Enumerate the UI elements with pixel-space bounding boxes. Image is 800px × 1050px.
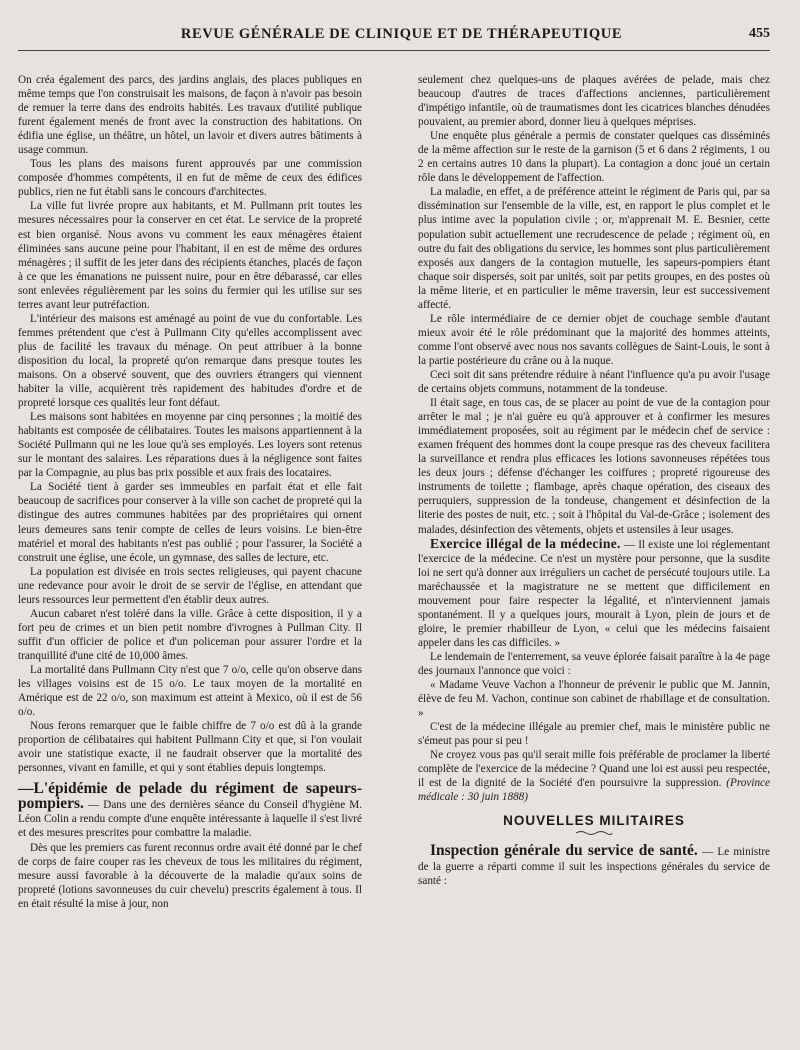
left-column xyxy=(18,73,362,1040)
paragraph: Le rôle intermédiaire de ce dernier objet de couchage semble d'autant mieux avoir été le rôle prédominant que la majorité des hommes atteints, comme l'ont observé avec nous nos savants collègues de Saint-Louis, le sont à la partie postérieure du crâne ou à la nuque. xyxy=(418,312,770,367)
journal-title: REVUE GÉNÉRALE DE CLINIQUE ET DE THÉRAPEUTIQUE xyxy=(180,25,623,42)
paragraph: C'est de la médecine illégale au premier chef, mais le ministère public ne s'émeut pas pour si peu ! xyxy=(418,721,770,748)
article-text: — Le ministre de la guerre a réparti comme il suit les inspections générales du service de santé : xyxy=(418,846,771,887)
paragraph: Dès que les premiers cas furent reconnus ordre avait été donné par le chef de corps de faire couper ras les cheveux de tous les militaires du régiment, mesure aussi favorable à la découverte de la maladie qu'aux soins de propreté (lotions savonneuses du cuir chevelu) prescrits également à tous. Il en était résulté la mise à jour, non xyxy=(18,841,362,910)
article-heading: Inspection générale du service de santé. xyxy=(430,842,698,860)
article-pelade xyxy=(18,782,362,840)
paragraph: Ceci soit dit sans prétendre réduire à néant l'influence qu'a pu avoir l'usage de certains objets communs, notamment de la tondeuse. xyxy=(418,368,770,396)
paragraph: La maladie, en effet, a de préférence atteint le régiment de Paris qui, par sa dissémination sur l'ensemble de la ville, est, en rapport le plus complet et le plus intime avec la population civile ; or, m'apprenait M. E. Besnier, cette population subit actuellement une recrudescence de pelade ; régiment où, en outre du fait des obligations du service, les hommes sont plus particulièrement exposés aux dangers de la contagion mutuelle, les sapeurs-pompiers étant chaque soir dispersés, soit par unités, soit par petits groupes, en des postes où la même literie, et en particulier le même traversin, leur est successivement affecté. xyxy=(418,186,770,311)
paragraph: seulement chez quelques-uns de plaques avérées de pelade, mais chez beaucoup d'autres de traces d'affections anciennes, particulièrement d'impétigo infantile, où de traumatismes dont les cicatrices blanches dénudées pouvaient, au premier abord, donner lieu à quelques méprises. xyxy=(418,74,770,129)
page-number: 455 xyxy=(749,26,770,41)
paragraph: Aucun cabaret n'est toléré dans la ville. Grâce à cette disposition, il y a fort peu de crimes et un bien petit nombre d'ivrognes à Pullman City. Il suffit d'un officier de police et d'un policeman pour assurer l'ordre et la tranquillité d'une cité de 10,000 âmes. xyxy=(18,607,362,662)
ornament-icon xyxy=(574,830,614,836)
header-rule xyxy=(18,50,770,51)
paragraph: On créa également des parcs, des jardins anglais, des places publiques en même temps que l'on construisait les maisons, de façon à n'avoir pas besoin de remuer la terre dans des endroits habités. Les travaux d'utilité publique furent également menés de front avec la construction des habitations. On édifia une église, un théâtre, un hôtel, un lavoir et divers autres bâtiments à usage commun. xyxy=(18,74,362,157)
article-text: — Il existe une loi réglementant l'exercice de la médecine. Ce n'est un mystère pour personne, que la susdite loi ne sert qu'à donner aux irréguliers un cachet de persécuté toujours utile. La maréchaussée et la magistrature ne se mettent que difficilement en mouvement pour faire respecter la légalité, et n'interviennent jamais spontanément. Il y a quelques jours, mourait à Lyon, plein de jours et de gloire, le premier rhabilleur de Lyon, « celui que les médecins faisaient appeler dans les cas difficiles. » xyxy=(418,538,770,649)
paragraph: La population est divisée en trois sectes religieuses, qui payent chacune une redevance pour avoir le droit de se servir de l'église, en attendant que leurs ressources leur permettent d'en établir deux autres. xyxy=(18,565,362,606)
paragraph: La ville fut livrée propre aux habitants, et M. Pullmann prit toutes les mesures nécessaires pour la conserver en cet état. Le service de la propreté est bien organisé. Nous avons vu comment les eaux ménagères étaient éliminées sans aucune peine pour l'habitant, il en est de même des ordures ménagères ; il suffit de les jeter dans des récipients étanches, placés de façon à ce que les émanations ne puissent nuire, pour en être débarassé, car elles sont enlevées régulièrement par les soins du fermier qui les utilise sur ses terres avant leur putréfaction. xyxy=(18,200,362,311)
article-heading: Exercice illégal de la médecine. xyxy=(430,535,621,551)
paragraph: Tous les plans des maisons furent approuvés par une commission composée d'hommes compétents, il en fut de même de ceux des édifices publics, rien ne fut établi sans le concours d'architectes. xyxy=(18,158,362,199)
paragraph: La Société tient à garder ses immeubles en parfait état et elle fait beaucoup de sacrifices pour conserver à la ville son cachet de propreté qui la distingue des autres communes habitées par des propriétaires qui ornent leurs demeures sans tenir compte de celles de leurs voisins. Le bien-être matériel et moral des habitants n'est pas oublié ; pour l'assurer, la Société a construit une église, une école, un gymnase, des salles de lecture, etc. xyxy=(18,481,362,564)
paragraph: Il était sage, en tous cas, de se placer au point de vue de la contagion pour arrêter le mal ; je n'ai guère eu qu'à approuver et à confirmer les mesures immédiatement proposées, soit au régiment par le médecin chef de service : examen fréquent des hommes dont la coupe presque ras des cheveux facilitera la surveillance et rendra plus efficaces les lotions savonneuses répétées tous les deux jours ; défense d'échanger les coiffures ; propreté rigoureuse des instruments de toilette ; flambage, après chaque opération, des ciseaux des perruquiers, suppression de la tondeuse, changement et désinfection de la literie des postes de nuit, etc. ; soit à l'hôpital du Val-de-Grâce ; isolement des malades, désinfection des vêtements, objets et ustensiles à leur usages. xyxy=(418,397,770,536)
article-inspection xyxy=(418,844,770,887)
paragraph: L'intérieur des maisons est aménagé au point de vue du confortable. Les femmes prétendent que c'est à Pullmann City qu'elles accomplissent avec plus de facilité les travaux du ménage. On peut attribuer à la bonne disposition du local, la propreté qu'on remarque dans presque toutes les maisons. On a observé souvent, que des ouvriers étrangers qui viennent habiter la ville, acquièrent très rapidement des habitudes d'ordre et de propreté lorsque ces qualités leur font défaut. xyxy=(18,312,362,410)
article-text: — Dans une des dernières séance du Conseil d'hygiène M. Léon Colin a rendu compte d'une enquête intéressante à laquelle il s'est livré et des mesures prescrites pour combattre la maladie. xyxy=(18,799,362,840)
running-header xyxy=(18,22,770,46)
right-column xyxy=(418,73,770,1040)
paragraph xyxy=(418,748,770,804)
paragraph-text: Ne croyez vous pas qu'il serait mille fois préférable de proclamer la liberté complète de l'exercice de la médecine ? Quand une loi est aussi peu respectée, il est de la dignité de la Société d'en poursuivre la suppression. xyxy=(418,749,770,790)
two-column-body xyxy=(18,73,770,1040)
article-exercice xyxy=(418,537,770,650)
paragraph: Les maisons sont habitées en moyenne par cinq personnes ; la moitié des habitants est composée de célibataires. Toutes les maisons appartiennent à la Société Pullmann qui ne les loue qu'à ses employés. Les loyers sont retenus sur le montant des salaires. Les réparations dues à la négligence sont faites par la Compagnie, au plus bas prix possible et aux frais des locataires. xyxy=(18,411,362,480)
paragraph: Une enquête plus générale a permis de constater quelques cas disséminés de la même affection sur le reste de la garnison (5 et 6 dans 2 régiments, 1 ou 2 en certains autres 10 dans la plupart). La contagion a donc joué un certain rôle dans le développement de l'affection. xyxy=(418,130,770,185)
quoted-notice: « Madame Veuve Vachon a l'honneur de prévenir le public que M. Jannin, élève de feu M. Vachon, continue son cabinet de rhabillage et de consultation. » xyxy=(418,679,770,720)
paragraph: La mortalité dans Pullmann City n'est que 7 o/o, celle qu'on observe dans les villages voisins est de 15 o/o. Le taux moyen de la mortalité en Amérique est de 22 o/o, son maximum est atteint à Mexico, où il est de 56 o/o. xyxy=(18,663,362,719)
source-citation: (Province médicale : 30 juin 1888) xyxy=(418,777,770,804)
article-heading: —L'épidémie de pelade du régiment de sapeurs-pompiers. xyxy=(18,780,362,813)
section-title: NOUVELLES MILITAIRES xyxy=(503,813,685,829)
paragraph: Le lendemain de l'enterrement, sa veuve éplorée faisait paraître à la 4e page des journaux l'annonce que voici : xyxy=(418,650,770,677)
paragraph: Nous ferons remarquer que le faible chiffre de 7 o/o est dû à la grande proportion de célibataires qui habitent Pullmann City et que, si l'on voulait avoir une statistique exacte, il ne faudrait observer que la mortalité des personnes, vivant en famille, et qui y sont établies depuis longtemps. xyxy=(18,720,362,775)
